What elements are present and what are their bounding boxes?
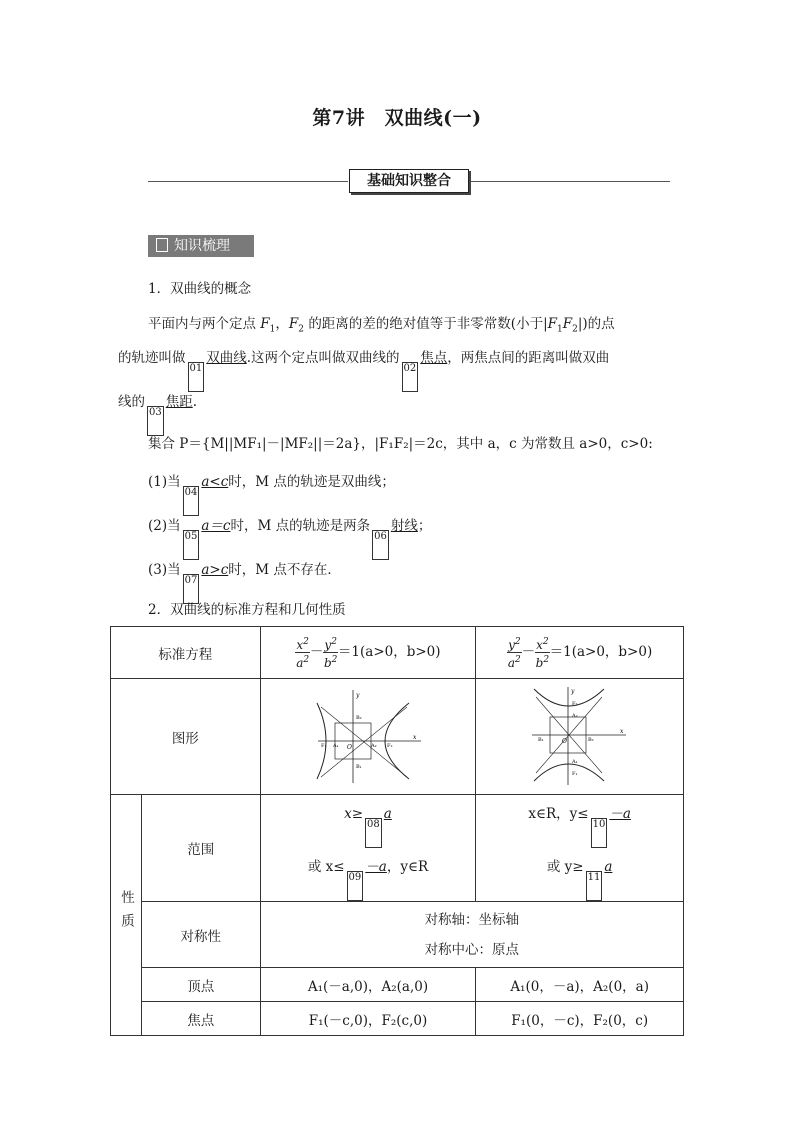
table-row <box>111 968 684 1002</box>
answer-04: a<c <box>201 474 229 490</box>
blank-01: 01 <box>188 362 205 392</box>
banner-rule-right <box>470 181 670 182</box>
blank-02: 02 <box>402 362 419 392</box>
blank-11: 11 <box>586 871 603 901</box>
row-label-symmetry: 对称性 <box>141 902 260 968</box>
svg-text:y: y <box>570 687 575 695</box>
equation-horizontal: $\frac{x^2}{a^2}$ － $\frac{y^2}{b^2}$ ＝1(a>0，b>0) <box>260 627 476 679</box>
row-label-range: 范围 <box>141 795 260 902</box>
figure-horizontal <box>260 679 476 795</box>
set-definition: 集合 P＝{M||MF₁|－|MF₂||＝2a}，|F₁F₂|＝2c，其中 a，c 为常数且 a>0，c>0: <box>148 436 653 452</box>
equation-vertical: $\frac{y^2}{a^2}$ － $\frac{x^2}{b^2}$ ＝1(a>0，b>0) <box>476 627 684 679</box>
hyperbola-horizontal-figure <box>313 685 423 785</box>
text: 或 x≤ <box>307 859 345 875</box>
answer-01: 双曲线 <box>206 350 247 366</box>
svg-text:O: O <box>561 737 567 745</box>
row-label-properties <box>111 795 142 1036</box>
svg-text:A₁: A₁ <box>571 758 578 765</box>
figure-vertical <box>476 679 684 795</box>
blank-03: 03 <box>147 406 164 436</box>
text: x≥ <box>344 806 364 822</box>
svg-text:B₁: B₁ <box>537 736 544 743</box>
vertex-vertical: A₁(0，－a)，A₂(0，a) <box>476 968 684 1002</box>
row-label-vertex: 顶点 <box>141 968 260 1002</box>
text: 的距离的差的绝对值等于非零常数(小于| <box>308 316 548 332</box>
text: (2)当 <box>148 518 181 534</box>
text: ，y∈R <box>386 859 429 875</box>
properties-label: 性质 <box>117 889 134 937</box>
svg-text:B₂: B₂ <box>355 714 362 721</box>
hyperbola-vertical-figure <box>530 683 630 787</box>
blank-04: 04 <box>183 486 200 516</box>
svg-text:B₁: B₁ <box>355 763 362 770</box>
text: |)的点 <box>577 316 615 332</box>
symmetry-center: 对称中心：原点 <box>424 941 520 958</box>
heading-standard-equation: 2．双曲线的标准方程和几何性质 <box>148 602 346 618</box>
table-row <box>111 795 684 902</box>
section-banner: 基础知识整合 <box>349 169 469 193</box>
svg-text:A₂: A₂ <box>370 742 377 749</box>
para-definition-1: 平面内与两个定点 $F_1$，$F_2$ 的距离的差的绝对值等于非零常数(小于$|F_1F_2|$)的点 <box>148 316 615 335</box>
row-label-focus: 焦点 <box>141 1002 260 1036</box>
page-title: 第7讲 双曲线(一) <box>312 107 482 129</box>
answer-07: a>c <box>201 562 229 578</box>
answer-11: a <box>604 859 613 875</box>
svg-text:B₂: B₂ <box>587 736 594 743</box>
svg-text:A₂: A₂ <box>571 712 578 719</box>
row-label-figure: 图形 <box>111 679 261 795</box>
heading-concept: 1．双曲线的概念 <box>148 281 252 297</box>
text: 的轨迹叫做 <box>118 350 186 366</box>
banner-rule-left <box>148 181 348 182</box>
answer-06: 射线 <box>390 518 418 534</box>
equation-tail: ＝1(a>0，b>0) <box>549 644 653 660</box>
svg-text:F₂: F₂ <box>571 700 578 707</box>
range-horizontal <box>260 795 476 902</box>
math-f1f2: F <box>260 316 270 332</box>
text: 时，M 点的轨迹是两条 <box>230 518 371 534</box>
row-label-equation: 标准方程 <box>111 627 261 679</box>
answer-02: 焦点 <box>420 350 448 366</box>
blank-10: 10 <box>591 818 608 848</box>
square-icon <box>156 238 168 252</box>
blank-08: 08 <box>365 818 382 848</box>
svg-text:F₁: F₁ <box>320 742 327 749</box>
blank-06: 06 <box>372 530 389 560</box>
answer-08: a <box>383 806 392 822</box>
answer-03: 焦距 <box>165 394 193 410</box>
blank-09: 09 <box>347 871 364 901</box>
table-row <box>111 1002 684 1036</box>
symmetry-axis: 对称轴：坐标轴 <box>424 911 520 928</box>
range-vertical <box>476 795 684 902</box>
text: .这两个定点叫做双曲线的 <box>246 350 400 366</box>
svg-text:F₁: F₁ <box>571 770 578 777</box>
svg-text:F₂: F₂ <box>386 742 393 749</box>
answer-10: －a <box>609 806 631 822</box>
case-2 <box>148 514 431 560</box>
table-row <box>111 679 684 795</box>
symmetry-values <box>260 902 683 968</box>
svg-text:x: x <box>412 733 417 741</box>
text: 平面内与两个定点 <box>148 316 256 332</box>
text: ； <box>417 518 432 534</box>
text: 时，M 点的轨迹是双曲线； <box>228 474 395 490</box>
blank-07: 07 <box>183 574 200 604</box>
para-definition-2 <box>118 346 609 392</box>
text: 线的 <box>118 394 145 410</box>
text: (3)当 <box>148 562 181 578</box>
equation-tail: ＝1(a>0，b>0) <box>337 644 441 660</box>
text: 或 y≥ <box>546 859 584 875</box>
svg-text:y: y <box>355 691 360 699</box>
answer-09: －a <box>365 859 387 875</box>
svg-text:x: x <box>619 727 624 735</box>
table-row <box>111 627 684 679</box>
focus-vertical: F₁(0，－c)，F₂(0，c) <box>476 1002 684 1036</box>
case-1 <box>148 470 395 516</box>
text: 时，M 点不存在． <box>228 562 341 578</box>
text: ，两焦点间的距离叫做双曲 <box>447 350 610 366</box>
answer-05: a＝c <box>201 518 231 534</box>
table-row <box>111 902 684 968</box>
section-tag-label: 知识梳理 <box>174 238 230 254</box>
text: (1)当 <box>148 474 181 490</box>
blank-05: 05 <box>183 530 200 560</box>
text: x∈R，y≤ <box>528 806 589 822</box>
section-tag <box>148 235 254 257</box>
svg-text:A₁: A₁ <box>332 742 339 749</box>
para-definition-3: 线的03焦距. <box>118 390 197 436</box>
properties-table <box>110 626 684 1036</box>
focus-horizontal: F₁(－c,0)，F₂(c,0) <box>260 1002 476 1036</box>
svg-text:O: O <box>346 743 352 751</box>
vertex-horizontal: A₁(－a,0)，A₂(a,0) <box>260 968 476 1002</box>
